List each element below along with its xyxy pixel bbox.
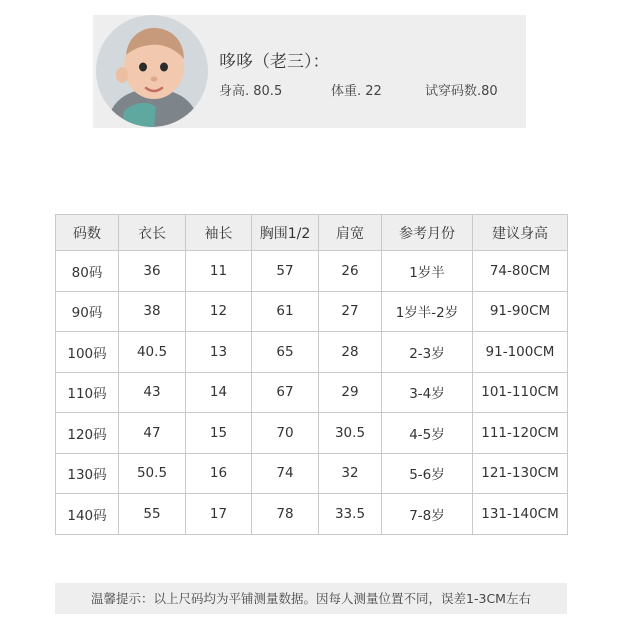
cell-shoulder: 33.5 [319,494,382,535]
model-name: 哆哆（老三）： [219,52,330,72]
table-row [56,251,568,292]
table-header-row [56,215,568,251]
cell-chest: 61 [252,291,319,332]
cell-height: 111-120CM [473,413,568,454]
cell-shoulder: 28 [319,332,382,373]
cell-sleeve: 17 [186,494,252,535]
table-row [56,494,568,535]
cell-length: 55 [119,494,186,535]
cell-length: 43 [119,372,186,413]
cell-chest: 74 [252,453,319,494]
header-age: 参考月份 [382,215,473,251]
table-row [56,332,568,373]
model-trial-size: 试穿码数.80 [425,84,498,99]
cell-shoulder: 30.5 [319,413,382,454]
cell-height: 91-100CM [473,332,568,373]
cell-shoulder: 26 [319,251,382,292]
header-height: 建议身高 [473,215,568,251]
cell-height: 91-90CM [473,291,568,332]
table-row [56,291,568,332]
cell-age: 1岁半-2岁 [382,291,473,332]
cell-sleeve: 11 [186,251,252,292]
cell-age: 4-5岁 [382,413,473,454]
baby-photo-illustration [96,15,208,127]
cell-size: 100码 [56,332,119,373]
cell-size: 90码 [56,291,119,332]
cell-age: 7-8岁 [382,494,473,535]
measurement-tip: 温馨提示：以上尺码均为平铺测量数据。因每人测量位置不同，误差1-3CM左右 [55,583,567,614]
header-sleeve: 袖长 [186,215,252,251]
cell-sleeve: 14 [186,372,252,413]
cell-shoulder: 27 [319,291,382,332]
cell-age: 2-3岁 [382,332,473,373]
cell-sleeve: 12 [186,291,252,332]
cell-length: 47 [119,413,186,454]
cell-chest: 65 [252,332,319,373]
cell-height: 121-130CM [473,453,568,494]
cell-length: 36 [119,251,186,292]
cell-height: 131-140CM [473,494,568,535]
cell-length: 40.5 [119,332,186,373]
cell-size: 110码 [56,372,119,413]
cell-age: 1岁半 [382,251,473,292]
cell-size: 120码 [56,413,119,454]
cell-length: 50.5 [119,453,186,494]
table-row [56,453,568,494]
cell-age: 3-4岁 [382,372,473,413]
header-size: 码数 [56,215,119,251]
cell-size: 80码 [56,251,119,292]
cell-size: 130码 [56,453,119,494]
size-chart-table [55,214,568,535]
cell-chest: 67 [252,372,319,413]
model-profile-card [93,15,526,128]
header-shoulder: 肩宽 [319,215,382,251]
header-chest: 胸围1/2 [252,215,319,251]
table-row [56,372,568,413]
cell-length: 38 [119,291,186,332]
cell-height: 74-80CM [473,251,568,292]
cell-sleeve: 13 [186,332,252,373]
cell-shoulder: 32 [319,453,382,494]
cell-age: 5-6岁 [382,453,473,494]
cell-sleeve: 15 [186,413,252,454]
header-length: 衣长 [119,215,186,251]
cell-chest: 70 [252,413,319,454]
baby-avatar [96,15,208,127]
cell-chest: 78 [252,494,319,535]
cell-sleeve: 16 [186,453,252,494]
model-weight: 体重. 22 [331,84,382,99]
cell-height: 101-110CM [473,372,568,413]
cell-size: 140码 [56,494,119,535]
model-height: 身高. 80.5 [219,84,283,99]
table-row [56,413,568,454]
cell-chest: 57 [252,251,319,292]
cell-shoulder: 29 [319,372,382,413]
